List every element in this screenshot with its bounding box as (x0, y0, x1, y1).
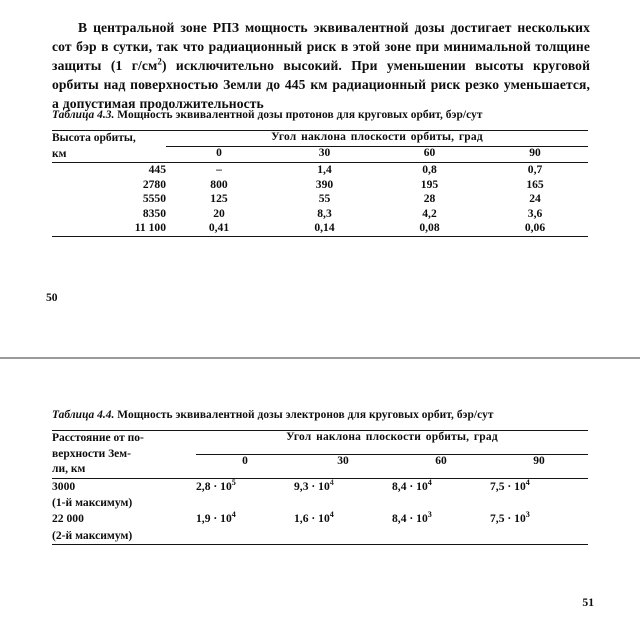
cell-angle-30 (294, 478, 392, 511)
table-4-4-caption-text: Мощность эквивалентной дозы электронов для круговых орбит, бэр/сут (117, 409, 494, 421)
folio-page-51: 51 (582, 596, 594, 609)
folio-page-50: 50 (46, 291, 58, 304)
row-label: 2780 (142, 177, 166, 191)
table-row (52, 178, 588, 193)
table-4-3-col-angle-0: 0 (216, 147, 222, 159)
mantissa: 1,9 · 10 (196, 512, 232, 526)
mantissa: 7,5 · 10 (490, 479, 526, 493)
exponent: 4 (427, 477, 432, 487)
table-row (52, 207, 588, 222)
table-4-3-span-header: Угол наклона плоскости орбиты, град (166, 131, 588, 147)
table-4-4-col-angle-60: 60 (435, 454, 447, 467)
row-label: 5550 (142, 192, 166, 206)
cell-angle-0 (196, 511, 294, 544)
table-4-4-span-header: Угол наклона плоскости орбиты, град (196, 431, 588, 455)
exponent: 3 (427, 510, 432, 520)
mantissa: 9,3 · 10 (294, 479, 330, 493)
table-4-3 (52, 130, 588, 237)
exponent: 5 (231, 477, 236, 487)
table-4-3-bottom-rule (52, 236, 588, 237)
table-4-3-col-angle-30: 30 (318, 147, 331, 159)
table-4-4-caption (52, 408, 588, 423)
table-4-4-bottom-rule (52, 545, 588, 546)
cell-angle-30: 0,14 (314, 221, 335, 235)
table-row (52, 511, 588, 544)
cell-angle-0: 20 (213, 206, 225, 220)
cell-angle-60: 28 (423, 192, 436, 206)
table-4-3-body (52, 163, 588, 237)
table-4-3-stub-header: Высота орбиты, км (52, 132, 136, 160)
mantissa: 8,4 · 10 (392, 479, 428, 493)
row-label: 3000 (1-й максимум) (52, 479, 133, 509)
exponent: 4 (329, 477, 334, 487)
cell-angle-30: 55 (318, 192, 331, 206)
exponent: 4 (231, 510, 236, 520)
table-4-3-col-angle-60: 60 (423, 147, 436, 159)
table-4-4-stub-header: Расстояние от по- верхности Зем- ли, км (52, 432, 144, 475)
table-4-3-caption (52, 108, 588, 123)
cell-angle-90 (490, 511, 588, 544)
scanned-page-51 (0, 359, 640, 642)
cell-angle-60: 0,8 (422, 163, 437, 176)
table-4-4-col-angle-90: 90 (533, 454, 545, 467)
mantissa: 2,8 · 10 (196, 479, 232, 493)
cell-angle-0: 125 (210, 192, 228, 206)
table-4-3-head (52, 131, 588, 163)
table-4-4-col-angle-30: 30 (337, 454, 349, 467)
table-4-4-head (52, 431, 588, 479)
cell-angle-90: 3,6 (527, 206, 543, 220)
cell-angle-0 (196, 478, 294, 511)
cell-angle-60: 4,2 (422, 206, 437, 220)
cell-angle-0: – (216, 163, 222, 176)
paragraph-text-part1: В центральной зоне РПЗ мощность эквивалентной дозы достигает нескольких сот бэр в сутки, так что радиационный риск в этой зоне при минимальной толщине защиты (1 г/см (52, 19, 590, 73)
table-row (52, 192, 588, 207)
table-4-4-caption-number: Таблица 4.4. (52, 409, 115, 421)
cell-angle-90: 24 (529, 192, 541, 206)
cell-angle-60 (392, 478, 490, 511)
cell-angle-90: 0,7 (527, 163, 543, 176)
table-4-3-header-span-row (52, 131, 588, 147)
cell-angle-90: 165 (526, 177, 544, 191)
row-label: 22 000 (2-й максимум) (52, 512, 133, 542)
row-label: 445 (148, 163, 166, 176)
paragraph-superscript: 2 (157, 56, 162, 67)
mantissa: 7,5 · 10 (490, 512, 526, 526)
cell-angle-30: 8,3 (317, 206, 332, 220)
table-4-4-col-angle-0: 0 (242, 454, 248, 467)
table-4-4-header-span-row (52, 431, 588, 455)
row-label: 11 100 (134, 221, 166, 235)
table-4-4-block (52, 408, 588, 545)
table-4-4-body (52, 478, 588, 545)
cell-angle-60 (392, 511, 490, 544)
table-4-3-block (52, 108, 588, 237)
cell-angle-30: 390 (315, 177, 334, 191)
mantissa: 1,6 · 10 (294, 512, 330, 526)
table-row (52, 163, 588, 178)
cell-angle-0: 0,41 (208, 221, 230, 235)
cell-angle-90 (490, 478, 588, 511)
table-4-3-caption-number: Таблица 4.3. (52, 109, 115, 121)
row-label: 8350 (142, 206, 166, 220)
cell-angle-60: 195 (420, 177, 439, 191)
table-4-3-col-angle-90: 90 (529, 147, 541, 159)
exponent: 4 (329, 510, 334, 520)
table-4-3-caption-text: Мощность эквивалентной дозы протонов для круговых орбит, бэр/сут (117, 109, 483, 121)
cell-angle-0: 800 (210, 177, 228, 191)
body-paragraph (52, 18, 590, 113)
exponent: 3 (525, 510, 530, 520)
mantissa: 8,4 · 10 (392, 512, 428, 526)
table-4-4 (52, 430, 588, 545)
exponent: 4 (525, 477, 530, 487)
cell-angle-90: 0,06 (524, 221, 546, 235)
cell-angle-60: 0,08 (419, 221, 440, 235)
cell-angle-30 (294, 511, 392, 544)
cell-angle-30: 1,4 (317, 163, 332, 176)
table-row (52, 221, 588, 236)
table-row (52, 478, 588, 511)
paragraph-text-part2: ) исключительно высокий. При уменьшении высоты круговой орбиты над поверхностью Земли до 445 км радиационный риск резко уменьшается, а допустимая продолжительность (52, 57, 590, 111)
